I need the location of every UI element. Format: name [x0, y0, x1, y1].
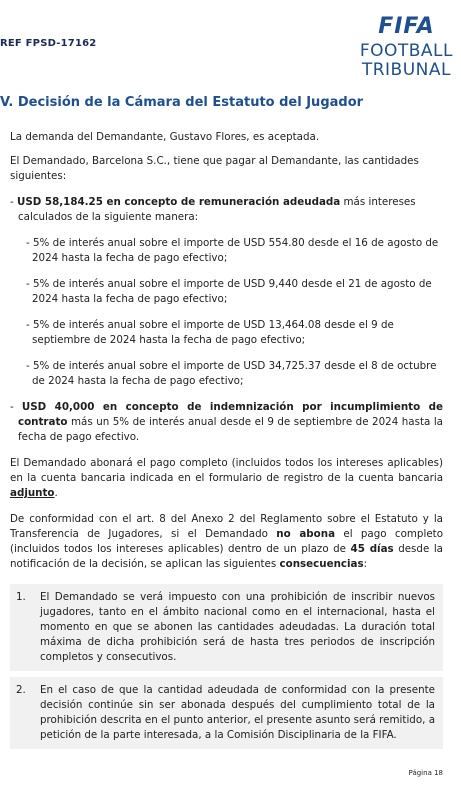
p4-g: : — [363, 558, 368, 570]
paragraph-payment-intro: El Demandado, Barcelona S.C., tiene que pagar al Demandante, las cantidades siguientes: — [10, 155, 419, 182]
consequence-number: 2. — [16, 684, 26, 696]
paragraph-bank-account — [10, 456, 443, 501]
logo-fifa: FIFA — [378, 14, 435, 39]
page-number: Página 18 — [408, 769, 443, 777]
logo-tribunal: TRIBUNAL — [361, 60, 451, 80]
item-outstanding-remuneration: - USD 58,184.25 en concepto de remuneración adeudada más intereses calculados de la siguiente manera: — [10, 196, 416, 223]
interest-line-3: - 5% de interés anual sobre el importe de USD 13,464.08 desde el 9 de septiembre de 2024 hasta la fecha de pago efectivo; — [26, 319, 394, 346]
p4-c: el pago completo (incluidos todos los intereses aplicables) dentro de un plazo de — [10, 528, 443, 555]
item2-amount: USD 40,000 en concepto de indemnización por incumplimiento de contrato — [18, 401, 443, 428]
consequence-text: En el caso de que la cantidad adeudada de conformidad con la presente decisión continúe sin ser abonada después del cumplimiento total de la prohibición descrita en el punto anterior, el presente asunto será remitido, a petición de la parte interesada, a la Comisión Disciplinaria de la FIFA. — [40, 684, 435, 741]
reference-number: REF FPSD-17162 — [0, 38, 97, 49]
p4-e: desde la notificación de la decisión, se aplican las siguientes — [10, 543, 443, 570]
logo-football: FOOTBALL — [359, 41, 453, 61]
p3-end: . — [54, 487, 58, 499]
interest-line-4: - 5% de interés anual sobre el importe de USD 34,725.37 desde el 8 de octubre de 2024 hasta la fecha de pago efectivo; — [26, 360, 437, 387]
interest-line-3-text: 5% de interés anual sobre el importe de USD 13,464.08 desde el 9 de septiembre de 2024 hasta la fecha de pago efectivo; — [32, 319, 394, 346]
p4-consequences: consecuencias — [279, 558, 364, 570]
consequences-box — [10, 677, 443, 749]
decision-body — [10, 130, 443, 749]
item2-rest: más un 5% de interés anual desde el 9 de septiembre de 2024 hasta la fecha de pago efectivo. — [18, 416, 443, 443]
p4-a: De conformidad con el art. 8 del Anexo 2 del Reglamento sobre el Estatuto y la Transferencia de Jugadores, si el Demandado — [10, 513, 443, 540]
consequence-text: El Demandado se verá impuesto con una prohibición de inscribir nuevos jugadores, tanto en el ámbito nacional como en el internacional, hasta el momento en que se abonen las cantidades adeudadas. La duración total máxima de dicha prohibición será de hasta tres periodos de inscripción completos y consecutivos. — [40, 591, 435, 663]
paragraph-consequences-intro — [10, 512, 443, 572]
p4-not-paid: no abona — [276, 528, 336, 540]
consequence-item-2 — [10, 677, 443, 749]
item1-amount: USD 58,184.25 en concepto de remuneración adeudada — [17, 196, 341, 208]
item-compensation: - USD 40,000 en concepto de indemnización por incumplimiento de contrato más un 5% de interés anual desde el 9 de septiembre de 2024 hasta la fecha de pago efectivo. — [10, 401, 443, 443]
section-heading: V. Decisión de la Cámara del Estatuto del Jugador — [0, 95, 364, 110]
interest-line-2: - 5% de interés anual sobre el importe de USD 9,440 desde el 21 de agosto de 2024 hasta la fecha de pago efectivo; — [26, 278, 432, 305]
consequences-box — [10, 584, 443, 671]
p3-text: El Demandado abonará el pago completo (incluidos todos los intereses aplicables) en la cuenta bancaria indicada en el formulario de registro de la cuenta bancaria — [10, 457, 443, 484]
p4-45-days: 45 días — [350, 543, 394, 555]
item1-rest: más intereses calculados de la siguiente manera: — [18, 196, 416, 223]
paragraph-claim-accepted: La demanda del Demandante, Gustavo Flores, es aceptada. — [10, 131, 320, 143]
interest-line-1-text: 5% de interés anual sobre el importe de USD 554.80 desde el 16 de agosto de 2024 hasta la fecha de pago efectivo; — [32, 237, 439, 264]
interest-line-4-text: 5% de interés anual sobre el importe de USD 34,725.37 desde el 8 de octubre de 2024 hasta la fecha de pago efectivo; — [32, 360, 437, 387]
attached-label: adjunto — [10, 487, 55, 499]
fifa-football-tribunal-logo — [360, 16, 453, 79]
consequence-item-1 — [10, 584, 443, 671]
interest-line-1: - 5% de interés anual sobre el importe de USD 554.80 desde el 16 de agosto de 2024 hasta la fecha de pago efectivo; — [26, 237, 439, 264]
interest-line-2-text: 5% de interés anual sobre el importe de USD 9,440 desde el 21 de agosto de 2024 hasta la fecha de pago efectivo; — [32, 278, 432, 305]
consequence-number: 1. — [16, 591, 26, 603]
